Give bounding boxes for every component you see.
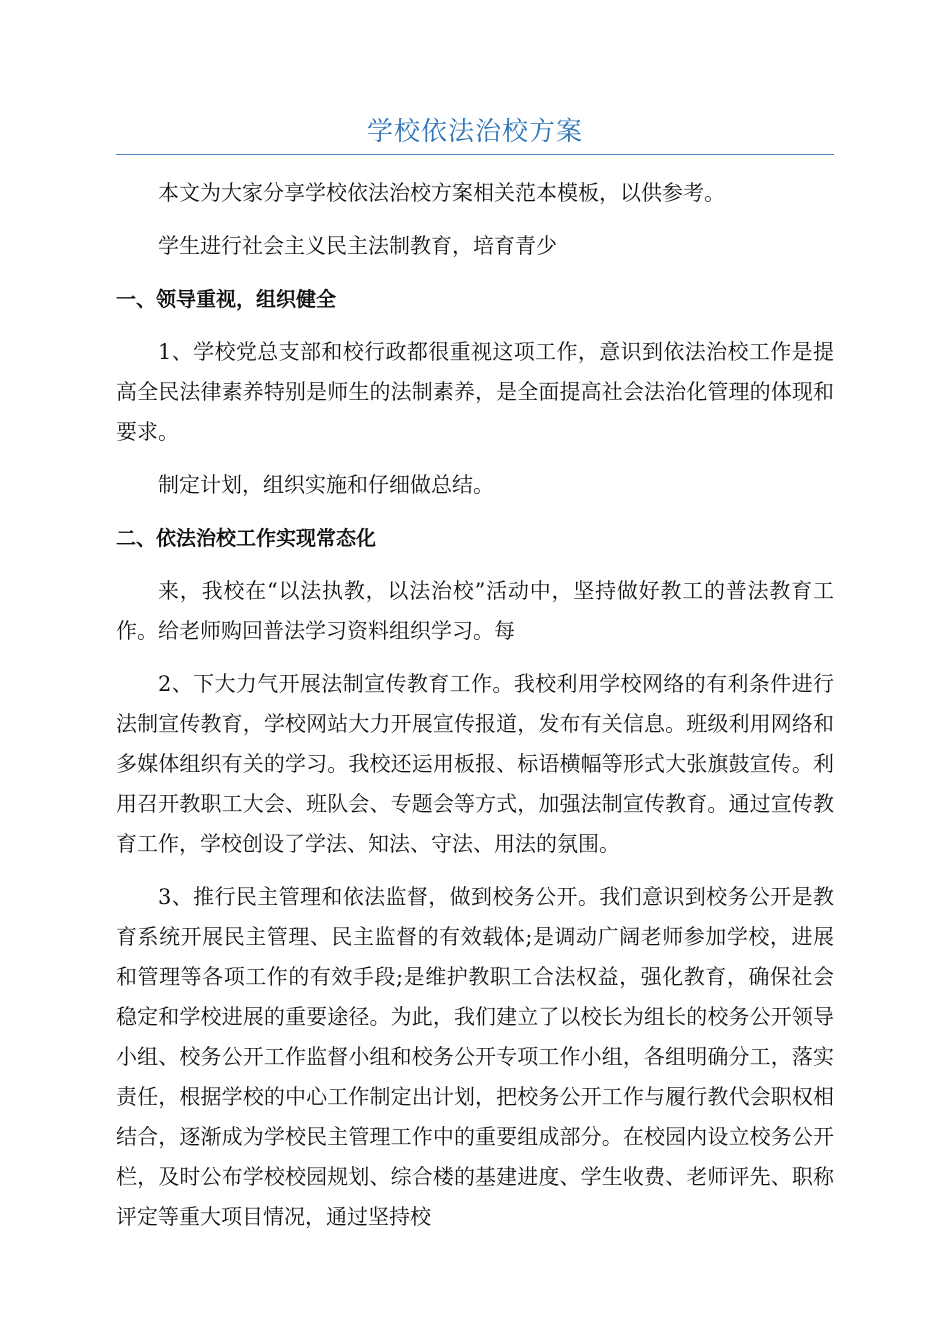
- intro-paragraph: 本文为大家分享学校依法治校方案相关范本模板，以供参考。: [158, 181, 725, 205]
- paragraph: 3、推行民主管理和依法监督，做到校务公开。我们意识到校务公开是教育系统开展民主管理、民主监督的有效载体;是调动广阔老师参加学校，进展和管理等各项工作的有效手段;是维护教职工合法权益，强化教育，确保社会稳定和学校进展的重要途径。为此，我们建立了以校长为组长的校务公开领导小组、校务公开工作监督小组和校务公开专项工作小组，各组明确分工，落实责任，根据学校的中心工作制定出计划，把校务公开工作与履行教代会职权相结合，逐渐成为学校民主管理工作中的重要组成部分。在校园内设立校务公开栏，及时公布学校校园规划、综合楼的基建进度、学生收费、老师评先、职称评定等重大项目情况，通过坚持校: [116, 885, 834, 1229]
- paragraph: 2、下大力气开展法制宣传教育工作。我校利用学校网络的有利条件进行法制宣传教育，学校网站大力开展宣传报道，发布有关信息。班级利用网络和多媒体组织有关的学习。我校还运用板报、标语横幅等形式大张旗鼓宣传。利用召开教职工大会、班队会、专题会等方式，加强法制宣传教育。通过宣传教育工作，学校创设了学法、知法、守法、用法的氛围。: [116, 672, 834, 856]
- document-body: [116, 173, 834, 1237]
- paragraph: 来，我校在“以法执教，以法治校”活动中，坚持做好教工的普法教育工作。给老师购回普法学习资料组织学习。每: [116, 579, 834, 643]
- paragraph: 1、学校党总支部和校行政都很重视这项工作，意识到依法治校工作是提高全民法律素养特别是师生的法制素养，是全面提高社会法治化管理的体现和要求。: [116, 340, 834, 444]
- title-underline: [116, 154, 834, 155]
- paragraph: 学生进行社会主义民主法制教育，培育青少: [158, 234, 557, 258]
- section-heading: 二、依法治校工作实现常态化: [116, 526, 376, 550]
- section-heading: 一、领导重视，组织健全: [116, 287, 336, 311]
- document-title: 学校依法治校方案: [366, 117, 583, 147]
- paragraph: 制定计划，组织实施和仔细做总结。: [158, 473, 494, 497]
